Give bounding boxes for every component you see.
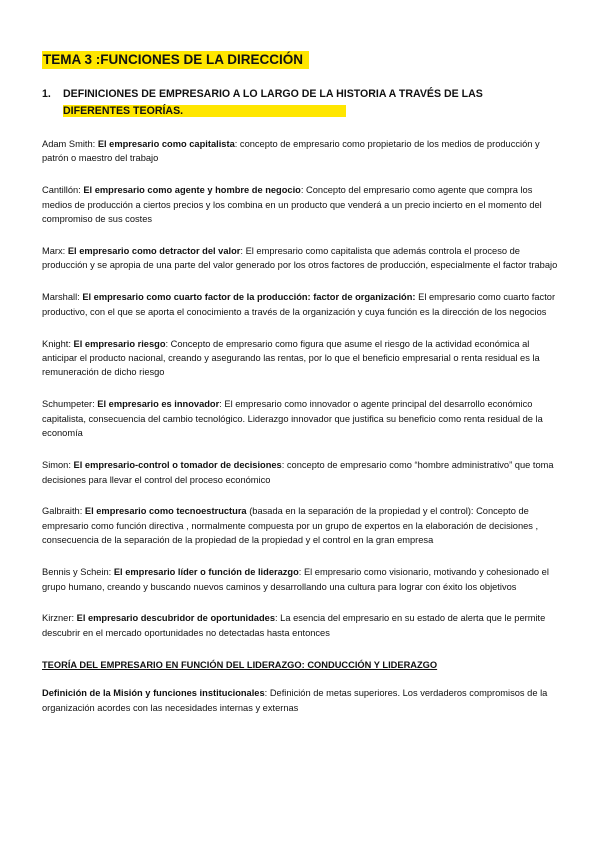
subsection-title: TEORÍA DEL EMPRESARIO EN FUNCIÓN DEL LIDERAZGO: CONDUCCIÓN Y LIDERAZGO — [42, 659, 438, 670]
definition-entry: Galbraith: El empresario como tecnoestructura (basada en la separación de la propiedad y el control): Concepto de empresario como función directiva , normalmente compuesta por un grupo de expertos en la elaboración de decisiones , consecuencia de la separación de la propiedad de la propiedad y el control en la gran empresa — [42, 506, 539, 546]
definition-entry: Schumpeter: El empresario es innovador: El empresario como innovador o agente principal del desarrollo económico capitalista, consecuencia del cambio tecnológico. Liderazgo innovador que justifica su beneficio como renta residual de la economía — [42, 399, 543, 439]
section-heading — [42, 86, 562, 120]
heading-line-1: DEFINICIONES DE EMPRESARIO A LO LARGO DE LA HISTORIA A TRAVÉS DE LAS — [63, 88, 483, 100]
heading-number: 1. — [42, 88, 51, 100]
definition-entry: Marshall: El empresario como cuarto factor de la producción: factor de organización: El empresario como cuarto factor productivo, con el que se aporta el conocimiento a través de la organización y cuya función es la dirección de los negocios — [42, 292, 556, 317]
heading-line-2: DIFERENTES TEORÍAS. — [63, 105, 346, 117]
page-title: TEMA 3 :FUNCIONES DE LA DIRECCIÓN — [42, 51, 309, 69]
document-content — [42, 137, 564, 732]
definition-entry: Adam Smith: El empresario como capitalista: concepto de empresario como propietario de los medios de producción y patrón o maestro del trabajo — [42, 139, 540, 164]
definition-entry: Cantillón: El empresario como agente y hombre de negocio: Concepto del empresario como agente que compra los medios de producción a ciertos precios y los combina en un producto que venderá a un precio incierto en el momento del compromiso de sus costes — [42, 185, 542, 225]
definition-entry: Bennis y Schein: El empresario líder o función de liderazgo: El empresario como visionario, motivando y cohesionado el grupo humano, creando y buscando nuevos caminos y desarrollando una cultura para lograr con éxito los objetivos — [42, 567, 549, 592]
definition-entry: Knight: El empresario riesgo: Concepto de empresario como figura que asume el riesgo de la actividad económica al anticipar el producto nacional, creando y asegurando las rentas, por lo que el beneficio empresarial o renta residual es la remuneración de dicho riesgo — [42, 338, 540, 378]
definition-entry: Marx: El empresario como detractor del valor: El empresario como capitalista que además controla el proceso de producción y se apropia de una parte del valor generado por los otros factores de producción, especialmente el factor trabajo — [42, 246, 558, 271]
definition-entry: Definición de la Misión y funciones institucionales: Definición de metas superiores. Los verdaderos compromisos de la organización acordes con las necesidades internas y externas — [42, 688, 548, 713]
definition-entry: Kirzner: El empresario descubridor de oportunidades: La esencia del empresario en su estado de alerta que le permite descubrir en el mercado oportunidades no detectadas hasta entonces — [42, 613, 546, 638]
definition-entry: Simon: El empresario-control o tomador de decisiones: concepto de empresario como “hombre administrativo” que toma decisiones para llevar el control del proceso económico — [42, 460, 554, 485]
